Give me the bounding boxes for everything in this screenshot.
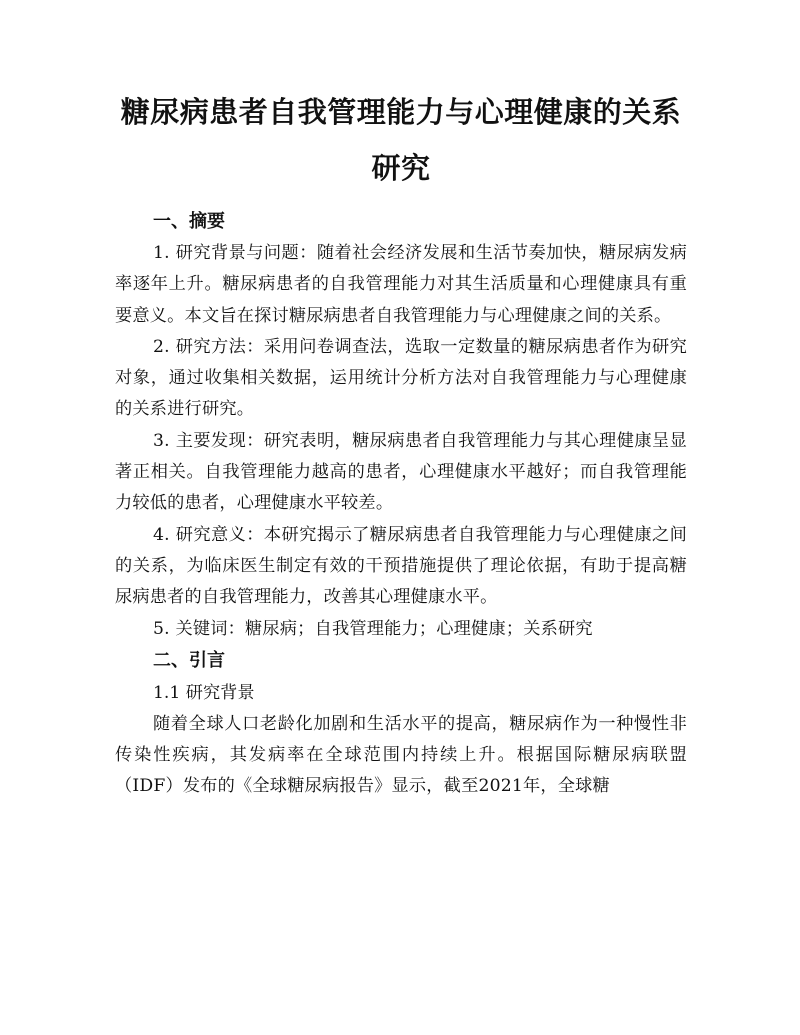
introduction-paragraph: 随着全球人口老龄化加剧和生活水平的提高，糖尿病作为一种慢性非传染性疾病，其发病率在全球范围内持续上升。根据国际糖尿病联盟（IDF）发布的《全球糖尿病报告》显示，截至2021年，全球糖 xyxy=(115,713,687,797)
abstract-item-findings: 3. 主要发现：研究表明，糖尿病患者自我管理能力与其心理健康呈显著正相关。自我管理能力越高的患者，心理健康水平越好；而自我管理能力较低的患者，心理健康水平较差。 xyxy=(115,430,687,514)
abstract-item-method: 2. 研究方法：采用问卷调查法，选取一定数量的糖尿病患者作为研究对象，通过收集相关数据，运用统计分析方法对自我管理能力与心理健康的关系进行研究。 xyxy=(115,336,687,420)
abstract-item-background: 1. 研究背景与问题：随着社会经济发展和生活节奏加快，糖尿病发病率逐年上升。糖尿病患者的自我管理能力对其生活质量和心理健康具有重要意义。本文旨在探讨糖尿病患者自我管理能力与心理健康之间的关系。 xyxy=(115,243,687,326)
abstract-item-significance: 4. 研究意义：本研究揭示了糖尿病患者自我管理能力与心理健康之间的关系，为临床医生制定有效的干预措施提供了理论依据，有助于提高糖尿病患者的自我管理能力，改善其心理健康水平。 xyxy=(115,524,687,608)
introduction-subheading: 1.1 研究背景 xyxy=(153,682,255,703)
title-spacer xyxy=(115,196,687,206)
abstract-heading: 一、摘要 xyxy=(153,211,225,232)
document-page xyxy=(115,84,687,803)
abstract-item-keywords: 5. 关键词：糖尿病；自我管理能力；心理健康；关系研究 xyxy=(153,618,593,639)
introduction-heading: 二、引言 xyxy=(153,649,225,671)
document-title: 糖尿病患者自我管理能力与心理健康的关系研究 xyxy=(120,95,682,185)
